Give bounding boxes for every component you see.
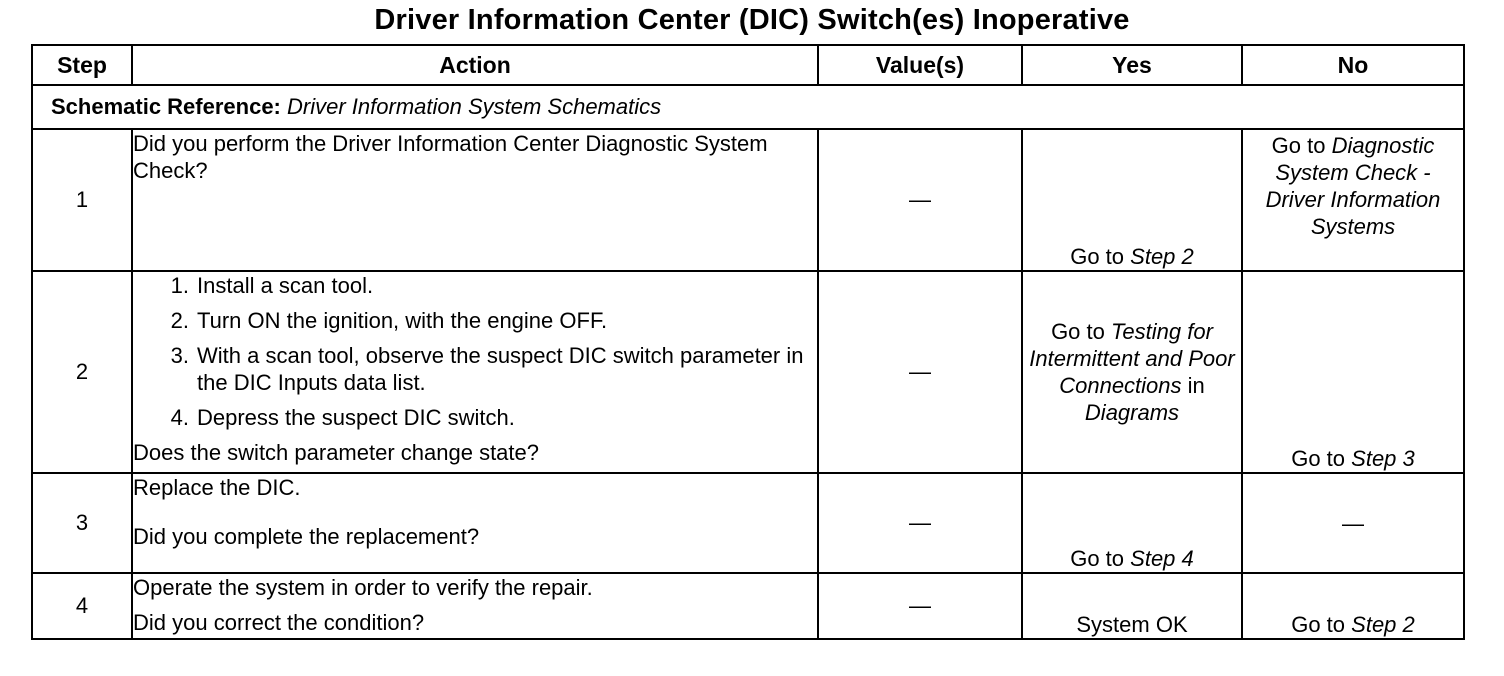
no-step-link[interactable]: Step 2: [1351, 612, 1415, 637]
table-row: [32, 473, 1464, 573]
schematic-reference: [32, 85, 1464, 129]
no-cell: [1242, 271, 1464, 473]
action-steps-list: [133, 272, 817, 431]
header-yes: Yes: [1022, 45, 1242, 85]
yes-cell: [1022, 271, 1242, 473]
value-cell: —: [818, 473, 1022, 573]
list-item-number: 2.: [170, 308, 189, 333]
yes-testing-link[interactable]: Testing for Intermittent and Poor Connections: [1029, 319, 1235, 398]
yes-step-link[interactable]: Step 4: [1130, 546, 1194, 571]
table-row: [32, 129, 1464, 271]
yes-cell: [1022, 473, 1242, 573]
action-question: Did you correct the condition?: [133, 610, 425, 635]
table-header-row: [32, 45, 1464, 85]
action-question: Does the switch parameter change state?: [133, 440, 540, 465]
yes-in-word: in: [1187, 373, 1205, 398]
step-number: 3: [32, 473, 132, 573]
yes-step-link[interactable]: Step 2: [1130, 244, 1194, 269]
value-cell: —: [818, 573, 1022, 639]
no-prefix: Go to: [1291, 446, 1346, 471]
yes-prefix: Go to: [1051, 319, 1105, 344]
no-cell: [1242, 573, 1464, 639]
table-row: [32, 573, 1464, 639]
action-text: Replace the DIC.: [133, 475, 301, 500]
diagnostic-table: [31, 44, 1465, 640]
action-cell: [132, 271, 818, 473]
value-cell: —: [818, 129, 1022, 271]
no-cell: —: [1242, 473, 1464, 573]
page-title: Driver Information Center (DIC) Switch(es) Inoperative: [374, 4, 1130, 36]
step-number: 2: [32, 271, 132, 473]
no-prefix: Go to: [1291, 612, 1346, 637]
yes-cell: System OK: [1022, 573, 1242, 639]
action-cell: [132, 573, 818, 639]
header-values: Value(s): [818, 45, 1022, 85]
action-cell: [132, 129, 818, 271]
header-step: Step: [32, 45, 132, 85]
no-cell: [1242, 129, 1464, 271]
yes-diagrams-link[interactable]: Diagrams: [1084, 400, 1180, 425]
step-number: 4: [32, 573, 132, 639]
list-item-text: Turn ON the ignition, with the engine OFF.: [197, 308, 608, 333]
list-item-number: 1.: [170, 273, 189, 298]
list-item-number: 4.: [170, 405, 189, 430]
header-action: Action: [132, 45, 818, 85]
yes-cell: [1022, 129, 1242, 271]
list-item: [133, 404, 817, 431]
list-item: [133, 307, 817, 334]
list-item-text: Install a scan tool.: [197, 273, 374, 298]
table-row: [32, 271, 1464, 473]
list-item-text: Depress the suspect DIC switch.: [197, 405, 515, 430]
no-diagnostic-link[interactable]: Diagnostic System Check - Driver Information Systems: [1265, 133, 1441, 239]
value-cell: —: [818, 271, 1022, 473]
action-cell: [132, 473, 818, 573]
list-item-text: With a scan tool, observe the suspect DIC switch parameter in the DIC Inputs data list.: [197, 343, 804, 395]
list-item: [133, 342, 817, 396]
schematic-reference-row: [32, 85, 1464, 129]
schematic-label: Schematic Reference:: [51, 94, 281, 119]
schematic-link[interactable]: Driver Information System Schematics: [287, 94, 662, 119]
list-item: [133, 272, 817, 299]
action-text: Operate the system in order to verify the repair.: [133, 575, 593, 600]
list-item-number: 3.: [170, 343, 189, 368]
action-text: Did you perform the Driver Information Center Diagnostic System Check?: [133, 131, 768, 183]
header-no: No: [1242, 45, 1464, 85]
action-question: Did you complete the replacement?: [133, 524, 480, 549]
no-prefix: Go to: [1271, 133, 1326, 158]
yes-prefix: Go to: [1070, 244, 1125, 269]
yes-prefix: Go to: [1070, 546, 1125, 571]
no-step-link[interactable]: Step 3: [1351, 446, 1415, 471]
step-number: 1: [32, 129, 132, 271]
